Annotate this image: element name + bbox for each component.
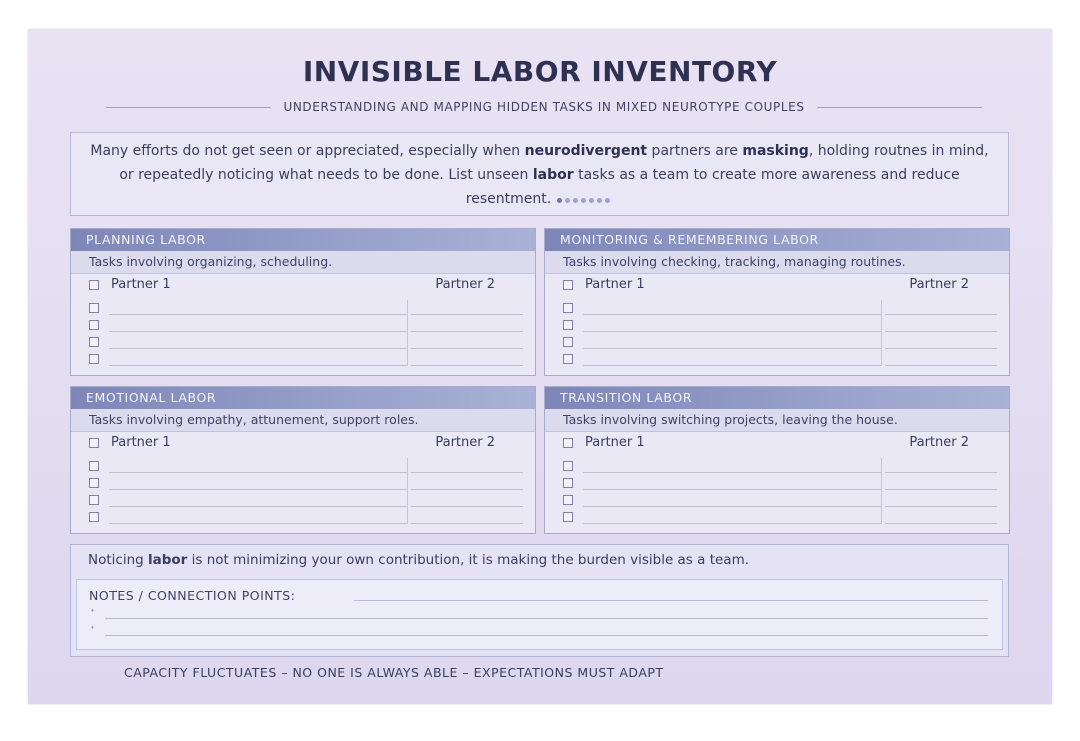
partner-1-entry-line[interactable] xyxy=(109,331,407,332)
partner-1-entry-line[interactable] xyxy=(109,523,407,524)
task-row xyxy=(71,492,535,509)
page-title: INVISIBLE LABOR INVENTORY xyxy=(302,55,778,88)
checkbox[interactable] xyxy=(563,512,573,522)
partner-1-entry-line[interactable] xyxy=(583,523,881,524)
panel-planning-labor xyxy=(70,228,536,376)
partner-header-row xyxy=(545,432,1009,454)
partner-1-entry-line[interactable] xyxy=(583,314,881,315)
task-row xyxy=(545,509,1009,526)
panel-description: Tasks involving checking, tracking, managing routines. xyxy=(545,251,1009,274)
task-row xyxy=(545,317,1009,334)
notes-label: NOTES / CONNECTION POINTS: xyxy=(89,588,296,603)
notes-line[interactable] xyxy=(354,600,988,601)
partner-2-entry-line[interactable] xyxy=(411,348,523,349)
task-row xyxy=(71,475,535,492)
partner-1-entry-line[interactable] xyxy=(583,472,881,473)
checkbox[interactable] xyxy=(89,354,99,364)
intro-bold-neurodivergent: neurodivergent xyxy=(524,143,648,159)
partner-2-label: Partner 2 xyxy=(909,435,969,450)
partner-header-row xyxy=(71,432,535,454)
partner-2-entry-line[interactable] xyxy=(411,489,523,490)
partner-header-row xyxy=(71,274,535,296)
task-row xyxy=(545,351,1009,368)
notice-bold-labor: labor xyxy=(148,552,188,568)
intro-text-3: , holding routnes in mind, or repeatedly noticing what needs to be done. List unseen xyxy=(119,143,989,183)
intro-text-1: Many efforts do not get seen or appreciated, especially when xyxy=(90,143,525,159)
panel-title: MONITORING & REMEMBERING LABOR xyxy=(545,229,1009,251)
checkbox[interactable] xyxy=(89,478,99,488)
checkbox[interactable] xyxy=(89,280,99,290)
partner-1-entry-line[interactable] xyxy=(109,348,407,349)
notice-box xyxy=(70,544,1009,657)
partner-2-entry-line[interactable] xyxy=(885,523,997,524)
intro-text-2: partners are xyxy=(647,143,743,159)
partner-2-label: Partner 2 xyxy=(909,277,969,292)
partner-1-entry-line[interactable] xyxy=(583,365,881,366)
task-row xyxy=(71,334,535,351)
partner-2-entry-line[interactable] xyxy=(411,472,523,473)
notice-text xyxy=(71,545,1008,575)
subtitle-rule-left xyxy=(106,107,271,108)
partner-1-entry-line[interactable] xyxy=(109,506,407,507)
task-row xyxy=(545,492,1009,509)
checkbox[interactable] xyxy=(563,495,573,505)
checkbox[interactable] xyxy=(563,354,573,364)
checkbox[interactable] xyxy=(563,461,573,471)
task-row xyxy=(545,458,1009,475)
task-row xyxy=(71,317,535,334)
partner-1-entry-line[interactable] xyxy=(583,489,881,490)
partner-2-label: Partner 2 xyxy=(435,277,495,292)
notice-text-2: is not minimizing your own contribution, it is making the burden visible as a team. xyxy=(187,552,750,568)
partner-1-entry-line[interactable] xyxy=(109,365,407,366)
task-row xyxy=(71,458,535,475)
checkbox[interactable] xyxy=(563,320,573,330)
panel-monitoring-remembering-labor xyxy=(544,228,1010,376)
partner-2-entry-line[interactable] xyxy=(885,314,997,315)
intro-bold-masking: masking xyxy=(742,143,809,159)
partner-2-entry-line[interactable] xyxy=(885,506,997,507)
footer-text: CAPACITY FLUCTUATES – NO ONE IS ALWAYS ABLE – EXPECTATIONS MUST ADAPT xyxy=(124,665,664,680)
checkbox[interactable] xyxy=(89,461,99,471)
intro-bold-labor: labor xyxy=(532,167,574,183)
partner-1-entry-line[interactable] xyxy=(583,331,881,332)
partner-1-label: Partner 1 xyxy=(111,277,171,292)
page-subtitle: UNDERSTANDING AND MAPPING HIDDEN TASKS IN MIXED NEUROTYPE COUPLES xyxy=(283,100,805,114)
checkbox[interactable] xyxy=(563,303,573,313)
partner-2-entry-line[interactable] xyxy=(411,314,523,315)
notes-area[interactable] xyxy=(76,579,1003,650)
checkbox[interactable] xyxy=(563,337,573,347)
partner-2-entry-line[interactable] xyxy=(411,365,523,366)
subtitle-rule-right xyxy=(817,107,982,108)
partner-2-entry-line[interactable] xyxy=(885,472,997,473)
intro-box xyxy=(70,132,1009,216)
panel-title: PLANNING LABOR xyxy=(71,229,535,251)
checkbox[interactable] xyxy=(89,303,99,313)
checkbox[interactable] xyxy=(563,478,573,488)
partner-1-entry-line[interactable] xyxy=(109,472,407,473)
panel-transition-labor xyxy=(544,386,1010,534)
task-row xyxy=(71,509,535,526)
panel-title: TRANSITION LABOR xyxy=(545,387,1009,409)
partner-1-entry-line[interactable] xyxy=(109,314,407,315)
partner-2-label: Partner 2 xyxy=(435,435,495,450)
partner-2-entry-line[interactable] xyxy=(885,348,997,349)
partner-1-label: Partner 1 xyxy=(585,435,645,450)
task-row xyxy=(545,334,1009,351)
worksheet-page xyxy=(28,29,1052,704)
partner-2-entry-line[interactable] xyxy=(411,506,523,507)
partner-1-entry-line[interactable] xyxy=(583,506,881,507)
checkbox[interactable] xyxy=(89,495,99,505)
checkbox[interactable] xyxy=(563,438,573,448)
checkbox[interactable] xyxy=(89,438,99,448)
partner-2-entry-line[interactable] xyxy=(885,331,997,332)
partner-1-label: Partner 1 xyxy=(111,435,171,450)
task-row xyxy=(545,475,1009,492)
panel-title: EMOTIONAL LABOR xyxy=(71,387,535,409)
checkbox[interactable] xyxy=(89,512,99,522)
partner-2-entry-line[interactable] xyxy=(411,331,523,332)
partner-1-entry-line[interactable] xyxy=(583,348,881,349)
task-row xyxy=(71,300,535,317)
bullet-icon: • xyxy=(91,606,94,615)
partner-2-entry-line[interactable] xyxy=(411,523,523,524)
partner-header-row xyxy=(545,274,1009,296)
task-row xyxy=(71,351,535,368)
decorative-dots-icon xyxy=(557,187,613,211)
partner-1-label: Partner 1 xyxy=(585,277,645,292)
checkbox[interactable] xyxy=(89,320,99,330)
panel-description: Tasks involving switching projects, leaving the house. xyxy=(545,409,1009,432)
notes-line[interactable] xyxy=(105,618,988,619)
bullet-icon: • xyxy=(91,623,94,632)
panel-emotional-labor xyxy=(70,386,536,534)
subtitle-row xyxy=(106,99,982,115)
notes-line[interactable] xyxy=(105,635,988,636)
task-row xyxy=(545,300,1009,317)
checkbox[interactable] xyxy=(89,337,99,347)
intro-text-4: tasks as a team to create more awareness and reduce resentment. xyxy=(465,167,960,207)
panel-description: Tasks involving organizing, scheduling. xyxy=(71,251,535,274)
panel-description: Tasks involving empathy, attunement, support roles. xyxy=(71,409,535,432)
partner-1-entry-line[interactable] xyxy=(109,489,407,490)
partner-2-entry-line[interactable] xyxy=(885,365,997,366)
partner-2-entry-line[interactable] xyxy=(885,489,997,490)
checkbox[interactable] xyxy=(563,280,573,290)
notice-text-1: Noticing xyxy=(88,552,148,568)
